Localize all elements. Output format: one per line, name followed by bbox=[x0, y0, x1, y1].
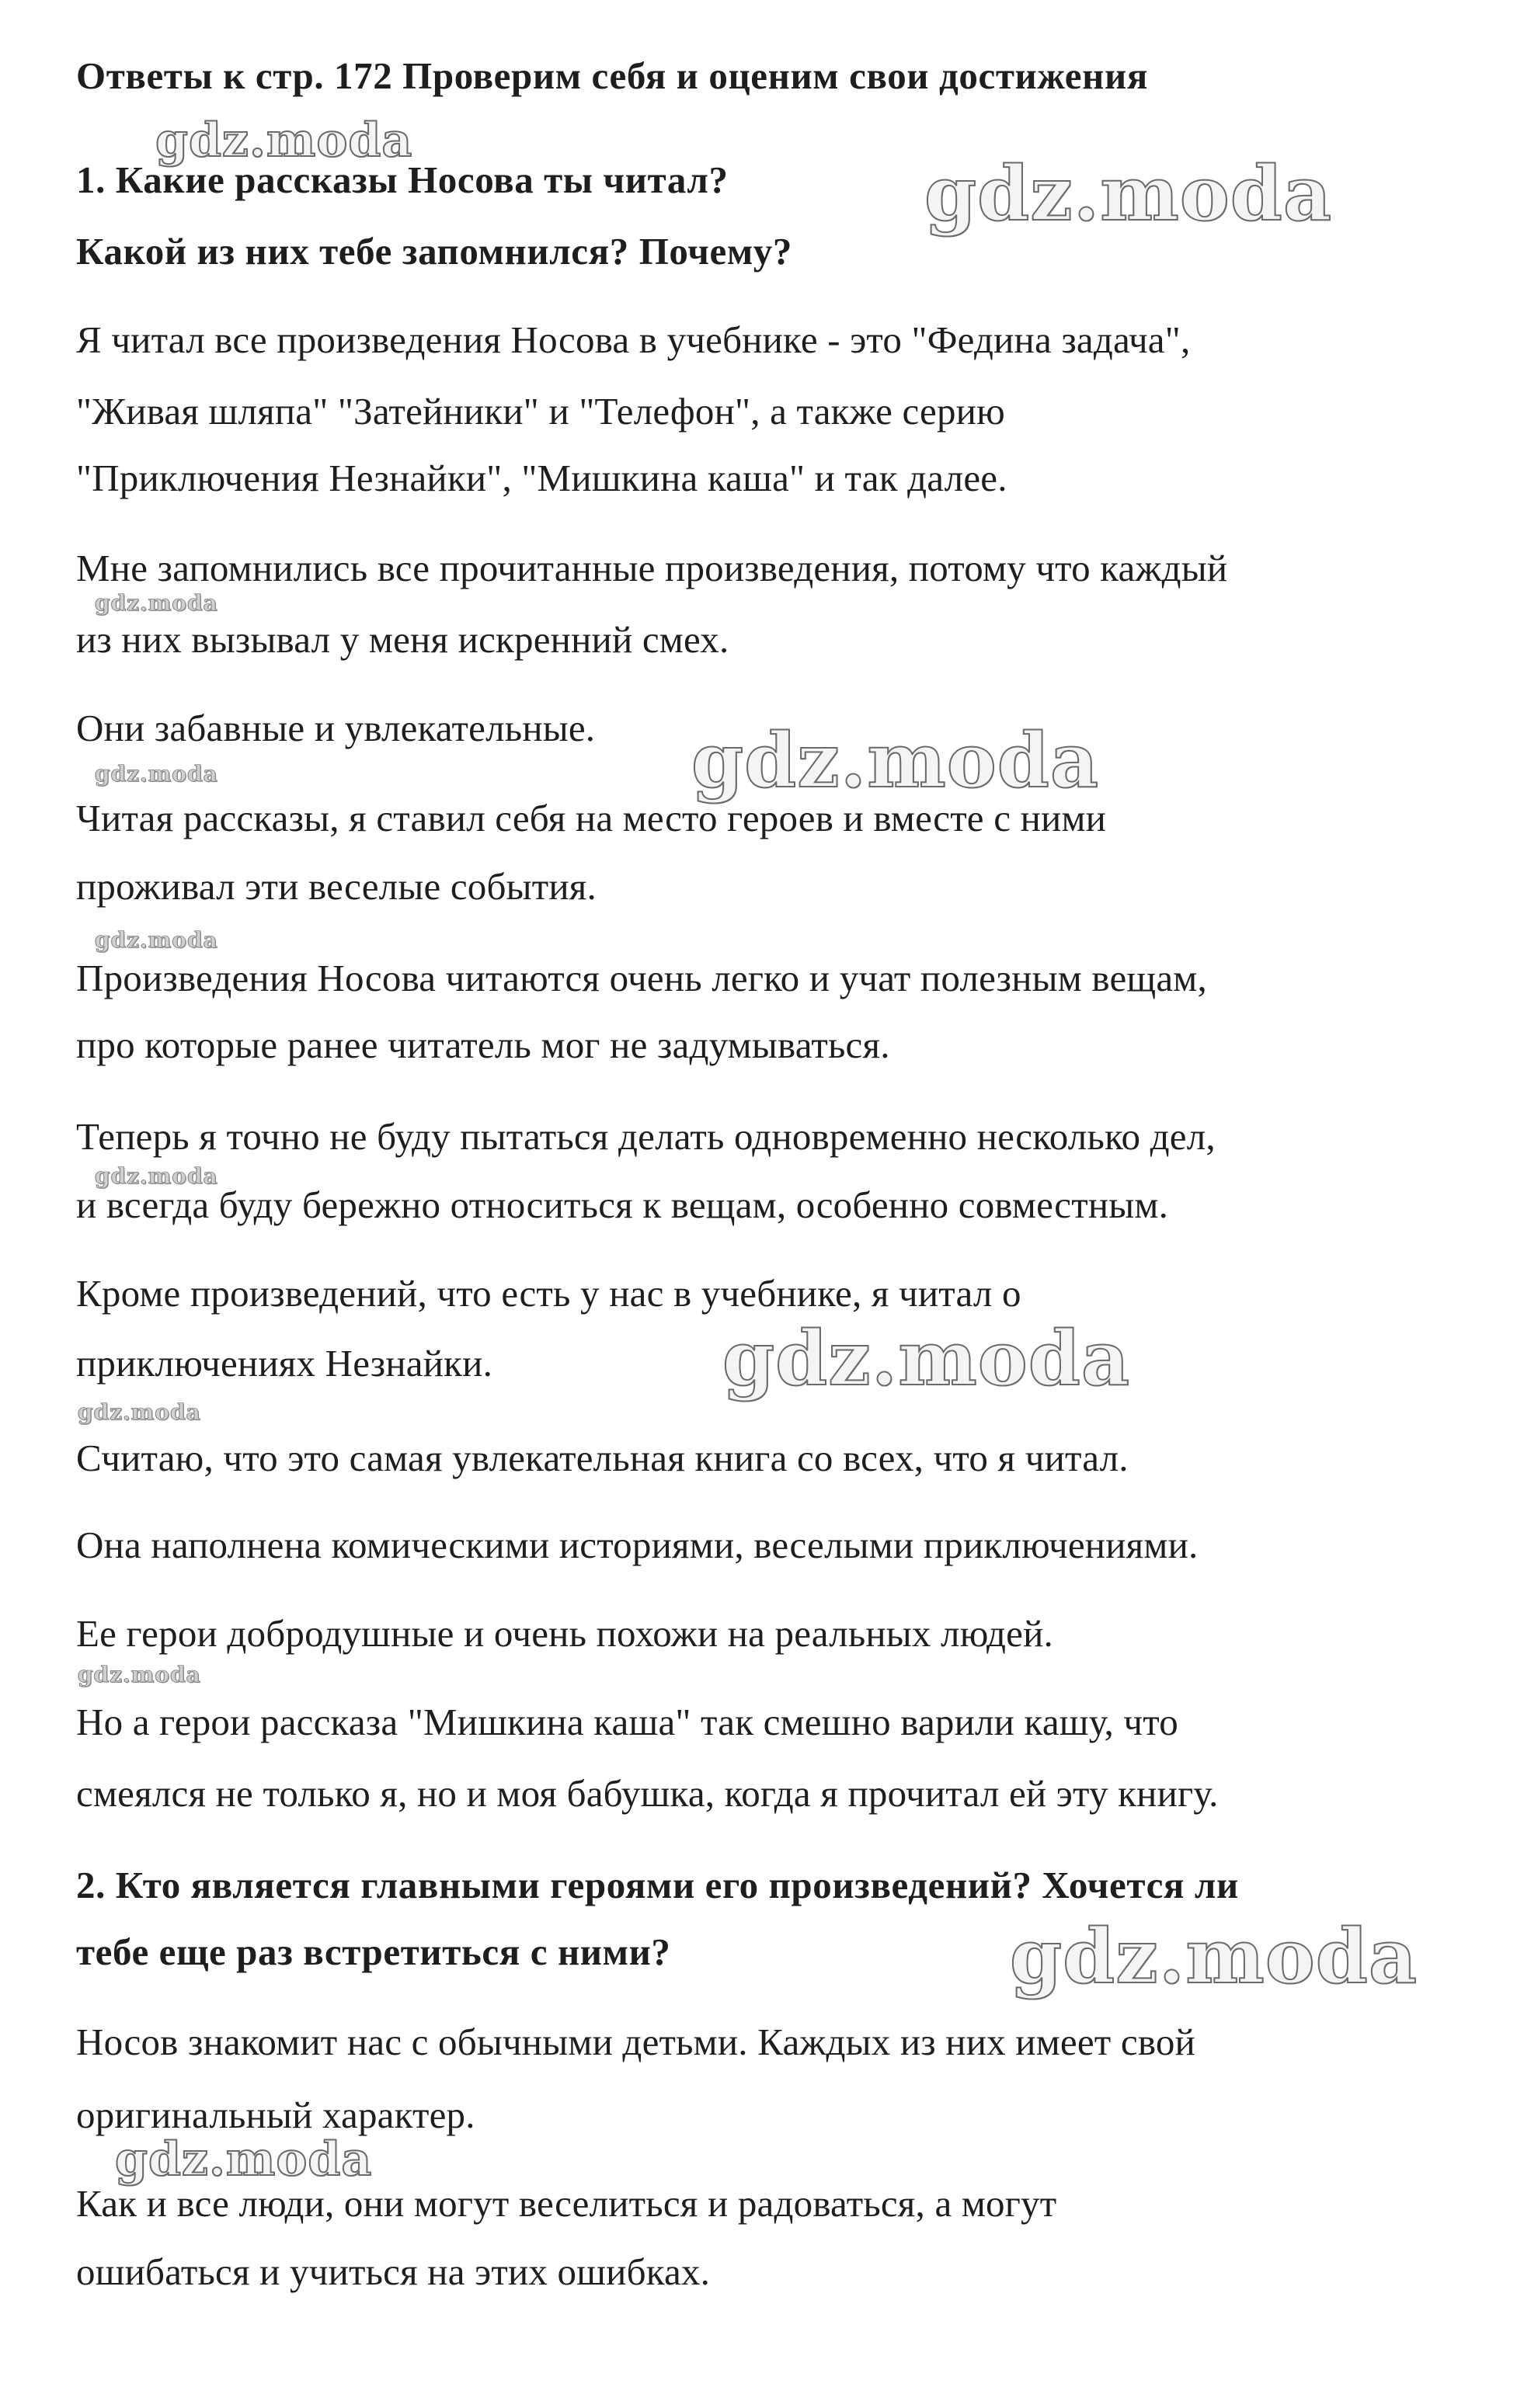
question-2-line-1: 2. Кто является главными героями его произведений? Хочется ли bbox=[76, 1864, 1239, 1906]
answer-1-line: Мне запомнились все прочитанные произведения, потому что каждый bbox=[76, 547, 1228, 589]
watermark: gdz.moda bbox=[95, 590, 218, 616]
answer-1-line: Она наполнена комическими историями, веселыми приключениями. bbox=[76, 1524, 1199, 1566]
watermark: gdz.moda bbox=[115, 2132, 373, 2187]
answer-1-line: из них вызывал у меня искренний смех. bbox=[76, 618, 729, 661]
watermark: gdz.moda bbox=[78, 1662, 201, 1687]
watermark: gdz.moda bbox=[691, 717, 1100, 804]
answer-1-line: проживал эти веселые события. bbox=[76, 865, 597, 908]
answer-1-line: и всегда буду бережно относиться к вещам, особенно совместным. bbox=[76, 1183, 1169, 1226]
answer-2-line: Как и все люди, они могут веселиться и радоваться, а могут bbox=[76, 2182, 1057, 2225]
question-1-line-1: 1. Какие рассказы Носова ты читал? bbox=[76, 158, 729, 201]
answer-1-line: "Живая шляпа" "Затейники" и "Телефон", а также серию bbox=[76, 390, 1005, 433]
watermark: gdz.moda bbox=[95, 1163, 218, 1189]
watermark: gdz.moda bbox=[78, 1399, 201, 1425]
answer-1-line: Произведения Носова читаются очень легко и учат полезным вещам, bbox=[76, 957, 1207, 999]
question-1-line-2: Какой из них тебе запомнился? Почему? bbox=[76, 230, 793, 273]
answer-1-line: Кроме произведений, что есть у нас в учебнике, я читал о bbox=[76, 1272, 1021, 1315]
answer-1-line: Теперь я точно не буду пытаться делать одновременно несколько дел, bbox=[76, 1115, 1216, 1158]
answer-1-line: Я читал все произведения Носова в учебнике - это "Федина задача", bbox=[76, 318, 1191, 361]
answer-1-line: Читая рассказы, я ставил себя на место героев и вместе с ними bbox=[76, 797, 1107, 839]
answer-2-line: ошибаться и учиться на этих ошибках. bbox=[76, 2250, 711, 2293]
answer-1-line: "Приключения Незнайки", "Мишкина каша" и так далее. bbox=[76, 457, 1007, 499]
answer-1-line: Они забавные и увлекательные. bbox=[76, 707, 596, 749]
answer-1-line: смеялся не только я, но и моя бабушка, когда я прочитал ей эту книгу. bbox=[76, 1772, 1219, 1815]
answer-1-line: приключениях Незнайки. bbox=[76, 1342, 493, 1385]
answer-1-line: Считаю, что это самая увлекательная книга со всех, что я читал. bbox=[76, 1437, 1129, 1479]
answer-1-line: про которые ранее читатель мог не задумываться. bbox=[76, 1023, 890, 1066]
watermark: gdz.moda bbox=[155, 113, 413, 168]
answer-1-line: Но а герои рассказа "Мишкина каша" так смешно варили кашу, что bbox=[76, 1701, 1178, 1743]
page-title: Ответы к стр. 172 Проверим себя и оценим свои достижения bbox=[76, 54, 1148, 97]
answer-1-line: Ее герои добродушные и очень похожи на реальных людей. bbox=[76, 1612, 1053, 1655]
question-2-line-2: тебе еще раз встретиться с ними? bbox=[76, 1930, 671, 1973]
answer-2-line: Носов знакомит нас с обычными детьми. Каждых из них имеет свой bbox=[76, 2021, 1195, 2063]
watermark: gdz.moda bbox=[1010, 1913, 1418, 2000]
watermark: gdz.moda bbox=[924, 150, 1333, 238]
watermark: gdz.moda bbox=[95, 927, 218, 953]
answer-2-line: оригинальный характер. bbox=[76, 2094, 475, 2136]
watermark: gdz.moda bbox=[95, 761, 218, 787]
watermark: gdz.moda bbox=[722, 1315, 1131, 1402]
